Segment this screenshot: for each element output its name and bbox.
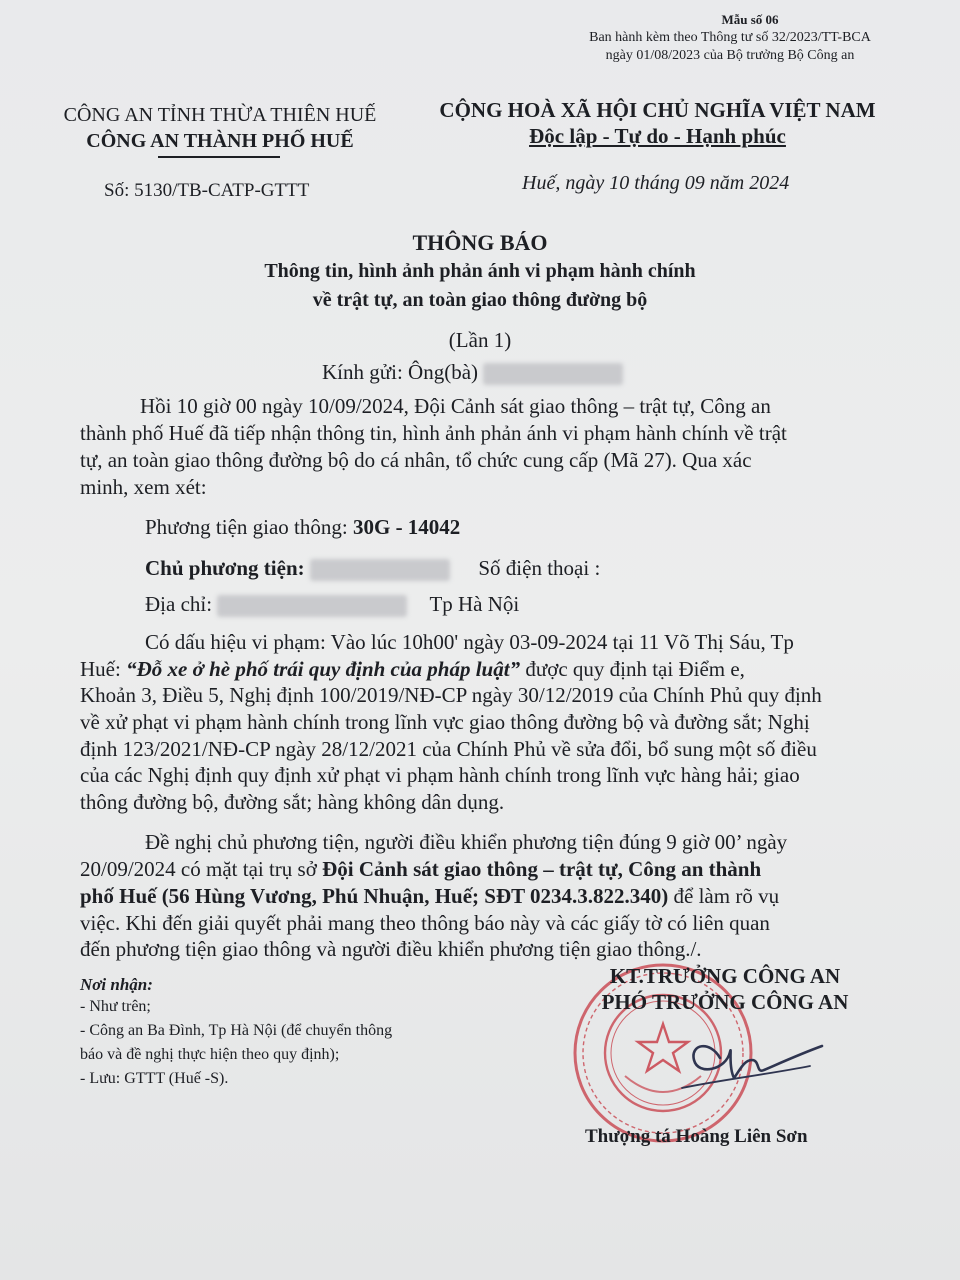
request-line-3 <box>80 884 779 909</box>
recipient-item-3: báo và đề nghị thực hiện theo quy định); <box>80 1046 340 1063</box>
recipient-line <box>322 360 623 385</box>
request-line-1: Đề nghị chủ phương tiện, người điều khiển phương tiện đúng 9 giờ 00’ ngày <box>145 830 788 854</box>
violation-line-2 <box>80 657 745 682</box>
doc-subtitle-1: Thông tin, hình ảnh phản ánh vi phạm hành chính <box>264 260 696 282</box>
nation-motto-text: Độc lập - Tự do - Hạnh phúc <box>529 124 786 148</box>
request-line-5: đến phương tiện giao thông và người điều khiển phương tiện giao thông./. <box>80 937 702 961</box>
request-address: phố Huế (56 Hùng Vương, Phú Nhuận, Huế; SĐT 0234.3.822.340) <box>80 884 669 908</box>
agency-underline <box>158 156 280 158</box>
form-number: Mẫu số 06 <box>721 12 779 27</box>
violation-suffix: được quy định tại Điểm e, <box>520 657 745 681</box>
nation-motto <box>415 124 900 149</box>
agency-name: CÔNG AN THÀNH PHỐ HUẾ <box>86 130 354 152</box>
signer-name: Thượng tá Hoàng Liên Sơn <box>585 1126 808 1147</box>
recipients-label: Nơi nhận: <box>80 975 153 994</box>
request-office: Đội Cảnh sát giao thông – trật tự, Công an thành <box>322 857 762 881</box>
vehicle-plate: 30G - 14042 <box>352 515 461 539</box>
doc-times: (Lần 1) <box>448 328 512 352</box>
violation-line-4: về xử phạt vi phạm hành chính trong lĩnh vực giao thông đường bộ và đường sắt; Nghị <box>80 710 810 734</box>
recipient-item-4: - Lưu: GTTT (Huế -S). <box>80 1070 229 1087</box>
doc-subtitle-2: về trật tự, an toàn giao thông đường bộ <box>312 289 648 311</box>
recipient-label: Kính gửi: Ông(bà) <box>322 360 479 384</box>
redacted-address <box>217 595 407 617</box>
p1-line-3: tự, an toàn giao thông đường bộ do cá nhân, tổ chức cung cấp (Mã 27). Qua xác <box>80 448 752 472</box>
vehicle-line <box>145 515 460 540</box>
violation-line-1: Có dấu hiệu vi phạm: Vào lúc 10h00' ngày 03-09-2024 tại 11 Võ Thị Sáu, Tp <box>145 630 794 654</box>
issue-date: Huế, ngày 10 tháng 09 năm 2024 <box>522 172 790 194</box>
recipient-item-2: - Công an Ba Đình, Tp Hà Nội (để chuyển thông <box>80 1022 393 1039</box>
violation-line-6: của các Nghị định quy định xử phạt vi phạm hành chính trong lĩnh vực hàng hải; giao <box>80 763 800 787</box>
doc-title: THÔNG BÁO <box>412 230 548 255</box>
address-city: Tp Hà Nội <box>429 592 520 616</box>
violation-line-7: thông đường bộ, đường sắt; hàng không dân dụng. <box>80 790 505 814</box>
owner-line <box>145 556 600 581</box>
address-label: Địa chỉ: <box>145 592 213 616</box>
p1-line-2: thành phố Huế đã tiếp nhận thông tin, hình ảnh phản ánh vi phạm hành chính về trật <box>80 421 787 445</box>
address-line <box>145 592 519 617</box>
handwritten-signature <box>660 1030 830 1100</box>
nation-name: CỘNG HOÀ XÃ HỘI CHỦ NGHĨA VIỆT NAM <box>439 98 876 122</box>
request-line-2 <box>80 857 761 882</box>
document-number: Số: 5130/TB-CATP-GTTT <box>104 180 310 201</box>
redacted-name <box>483 363 623 385</box>
recipient-item-1: - Như trên; <box>80 998 151 1015</box>
violation-prefix: Huế: <box>80 657 127 681</box>
violation-line-3: Khoản 3, Điều 5, Nghị định 100/2019/NĐ-CP ngày 30/12/2019 của Chính Phủ quy định <box>80 683 822 707</box>
phone-label: Số điện thoại : <box>478 556 601 580</box>
signature-title-2: PHÓ TRƯỞNG CÔNG AN <box>601 990 849 1014</box>
form-issued-line1: Ban hành kèm theo Thông tư số 32/2023/TT-BCA <box>589 30 871 45</box>
agency-parent: CÔNG AN TỈNH THỪA THIÊN HUẾ <box>63 104 377 126</box>
owner-label: Chủ phương tiện: <box>145 556 305 580</box>
violation-type: “Đỗ xe ở hè phố trái quy định của pháp luật” <box>126 657 521 681</box>
p1-line-1: Hồi 10 giờ 00 ngày 10/09/2024, Đội Cảnh sát giao thông – trật tự, Công an <box>140 394 771 418</box>
vehicle-label: Phương tiện giao thông: <box>145 515 348 539</box>
request-prefix: 20/09/2024 có mặt tại trụ sở <box>80 857 323 881</box>
request-line-4: việc. Khi đến giải quyết phải mang theo thông báo này và các giấy tờ có liên quan <box>80 911 770 935</box>
signature-title-1: KT.TRƯỞNG CÔNG AN <box>609 964 841 988</box>
p1-line-4: minh, xem xét: <box>80 475 207 499</box>
request-suffix: để làm rõ vụ <box>668 884 780 908</box>
violation-line-5: định 123/2021/NĐ-CP ngày 28/12/2021 của Chính Phủ về sửa đổi, bổ sung một số điều <box>80 737 817 761</box>
form-issued-line2: ngày 01/08/2023 của Bộ trưởng Bộ Công an <box>605 48 855 63</box>
redacted-owner <box>310 559 450 581</box>
